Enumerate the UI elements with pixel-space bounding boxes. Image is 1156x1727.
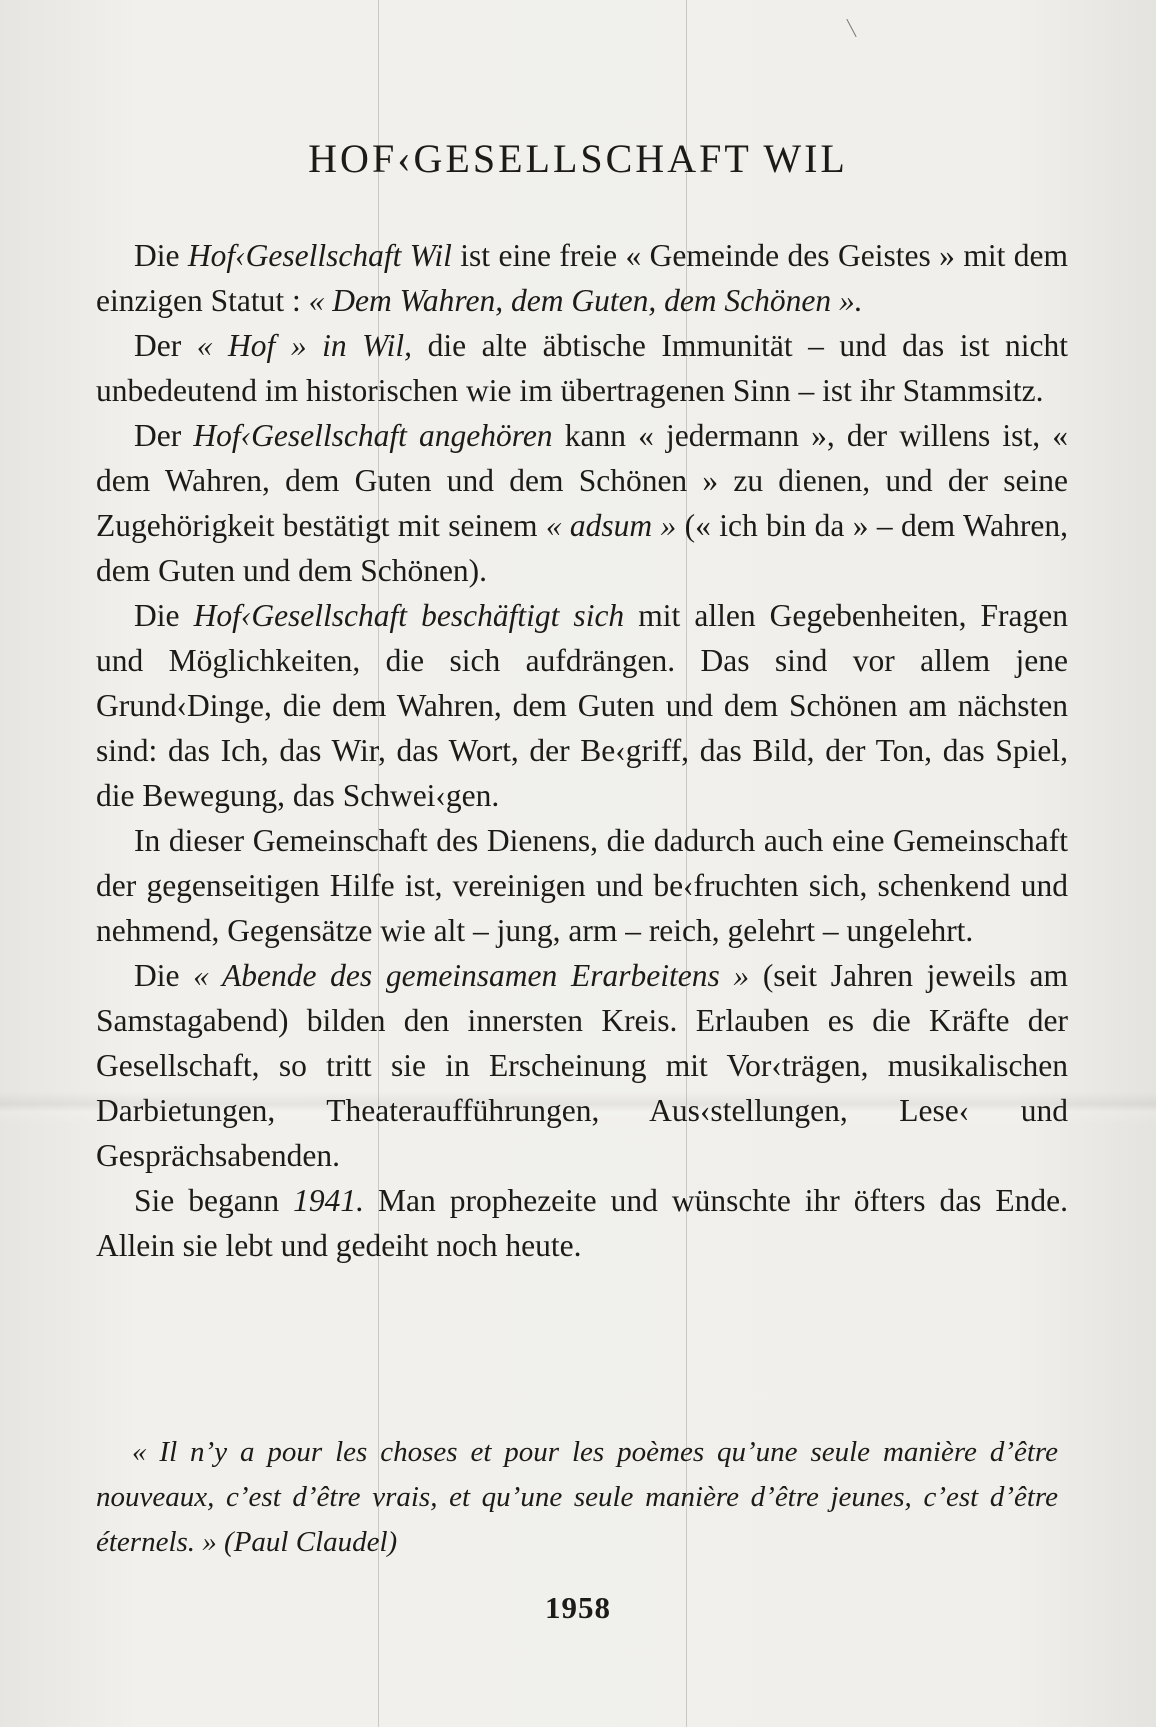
emphasized-text: « Abende des gemeinsamen Erarbeitens » [193, 958, 750, 993]
body-paragraph [96, 323, 1068, 413]
text-run: kann « jedermann », der willens ist, « dem Wahren, dem Guten und dem Schönen » zu dienen, und der seine Zugehörigkeit bestätigt mit seinem [96, 418, 1068, 543]
body-paragraph [96, 413, 1068, 593]
text-run: Sie begann [134, 1183, 294, 1218]
text-run: Der [134, 418, 194, 453]
body-paragraph [96, 818, 1068, 953]
text-run: Man prophezeite und wünschte ihr öfters das Ende. Allein sie lebt und gedeiht noch heute. [96, 1183, 1069, 1263]
emphasized-text: « adsum » [545, 508, 677, 543]
body-paragraph [96, 233, 1068, 323]
text-run: (« ich bin da » – dem Wahren, dem Guten und dem Schönen). [96, 508, 1068, 588]
body-paragraph [96, 593, 1068, 818]
text-run: (seit Jahren jeweils am Samstagabend) bilden den innersten Kreis. Erlauben es die Kräfte der Gesellschaft, so tritt sie in Erscheinung mit Vor‹trägen, musikalischen Darbietungen, Theateraufführungen, Aus‹stellungen, Lese‹ und Gesprächsabenden. [96, 958, 1069, 1173]
text-run: ist eine freie « Gemeinde des Geistes » mit dem einzigen Statut : [96, 238, 1069, 318]
emphasized-text: « Hof » in Wil, [196, 328, 413, 363]
closing-quote [96, 1430, 1058, 1565]
paper-mark [846, 19, 856, 37]
text-run: « Il n’y a pour les choses et pour les poèmes qu’une seule manière d’être nouveaux, c’est d’être vrais, et qu’une seule manière d’être jeunes, c’est d’être éternels. » (Paul Claudel) [96, 1436, 1058, 1558]
emphasized-text: 1941. [293, 1183, 365, 1218]
document-body [96, 233, 1068, 1268]
text-run: Die [134, 238, 188, 273]
quote-paragraph [96, 1430, 1058, 1565]
emphasized-text: Hof‹Gesellschaft angehören [193, 418, 553, 453]
emphasized-text: « Dem Wahren, dem Guten, dem Schönen ». [308, 283, 863, 318]
text-run: mit allen Gegebenheiten, Fragen und Möglichkeiten, die sich aufdrängen. Das sind vor allem jene Grund‹Dinge, die dem Wahren, dem Guten und dem Schönen am nächsten sind: das Ich, das Wir, das Wort, der Be‹griff, das Bild, der Ton, das Spiel, die Bewegung, das Schwei‹gen. [96, 598, 1069, 813]
document-year: 1958 [545, 1590, 611, 1625]
body-paragraph [96, 1178, 1068, 1268]
emphasized-text: Hof‹Gesellschaft beschäftigt sich [193, 598, 625, 633]
text-run: In dieser Gemeinschaft des Dienens, die dadurch auch eine Gemeinschaft der gegenseitigen Hilfe ist, vereinigen und be‹fruchten sich, schenkend und nehmend, Gegensätze wie alt – jung, arm – reich, gelehrt – ungelehrt. [96, 823, 1068, 948]
document-title: HOF‹GESELLSCHAFT WIL [308, 135, 848, 181]
text-run: Die [134, 598, 194, 633]
text-run: Der [134, 328, 197, 363]
text-run: die alte äbtische Immunität – und das ist nicht unbedeutend im historischen wie im übertragenen Sinn – ist ihr Stammsitz. [96, 328, 1068, 408]
text-run: Die [134, 958, 194, 993]
emphasized-text: Hof‹Gesellschaft Wil [187, 238, 452, 273]
body-paragraph [96, 953, 1068, 1178]
